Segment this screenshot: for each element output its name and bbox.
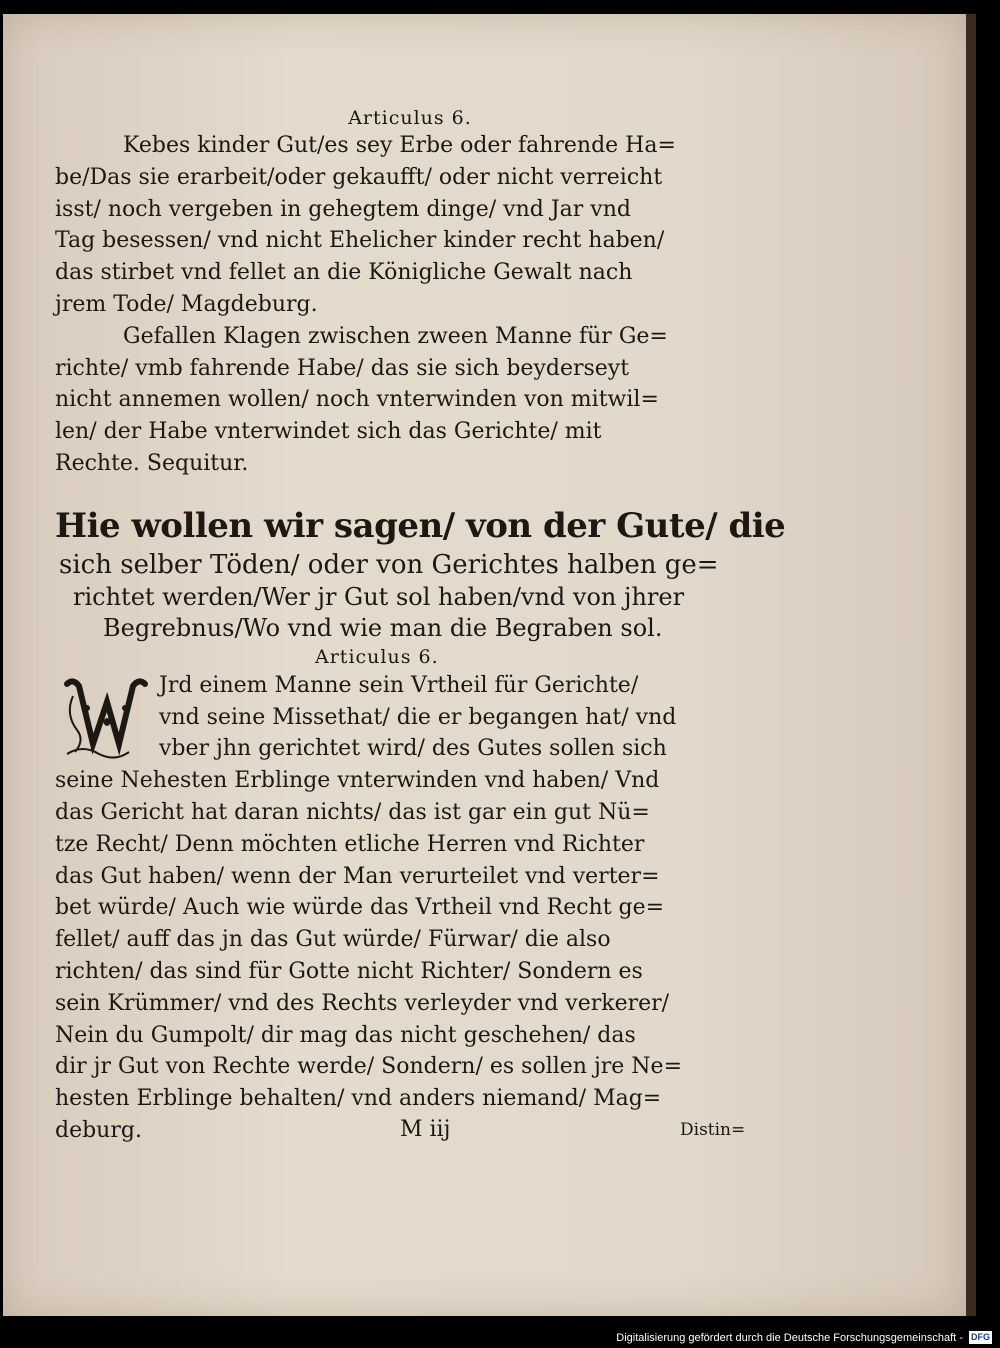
text-line: dir jr Gut von Rechte werde/ Sondern/ es sollen jre Ne=: [55, 1054, 682, 1080]
page-edge: [966, 14, 976, 1316]
text-line: Gefallen Klagen zwischen zween Manne für Ge=: [123, 323, 668, 349]
page-text: [55, 106, 786, 1145]
paragraph-2: [55, 321, 755, 480]
paragraph-3: [55, 670, 755, 1145]
digitization-credit: [616, 1331, 992, 1345]
text-line: be/Das sie erarbeit/oder gekaufft/ oder nicht verreicht: [55, 164, 663, 190]
text-line: das stirbet vnd fellet an die Königliche Gewalt nach: [55, 260, 633, 286]
dfg-logo: DFG: [971, 1332, 990, 1342]
text-line: vber jhn gerichtet wird/ des Gutes sollen sich: [159, 736, 667, 762]
text-line: tze Recht/ Denn möchten etliche Herren vnd Richter: [55, 831, 645, 857]
text-line: das Gericht hat daran nichts/ das ist gar ein gut Nü=: [55, 799, 650, 825]
text-line: Kebes kinder Gut/es sey Erbe oder fahrende Ha=: [123, 133, 676, 158]
text-line: isst/ noch vergeben in gehegtem dinge/ vnd Jar vnd: [55, 196, 631, 222]
paragraph-1: [55, 130, 755, 321]
section-heading: [55, 504, 786, 644]
book-page: [3, 14, 966, 1316]
text-line: sein Krümmer/ vnd des Rechts verleyder vnd verkerer/: [55, 990, 670, 1016]
text-line: vnd seine Missethat/ die er begangen hat/ vnd: [159, 704, 677, 730]
text-line: deburg.: [55, 1117, 142, 1143]
text-line: richte/ vmb fahrende Habe/ das sie sich beyderseyt: [55, 355, 630, 381]
text-line: Jrd einem Manne sein Vrtheil für Gerichte/: [159, 672, 639, 698]
text-line: hesten Erblinge behalten/ vnd anders niemand/ Mag=: [55, 1086, 662, 1112]
signature-mark: M iij: [400, 1116, 451, 1142]
text-line: jrem Tode/ Magdeburg.: [55, 291, 318, 317]
section-heading-line: Hie wollen wir sagen/ von der Gute/ die: [55, 505, 786, 546]
decorated-initial-w-icon: [63, 674, 149, 760]
text-line: Rechte. Sequitur.: [55, 450, 249, 476]
text-line: bet würde/ Auch wie würde das Vrtheil vnd Recht ge=: [55, 895, 665, 921]
text-line: len/ der Habe vnterwindet sich das Gerichte/ mit: [55, 419, 602, 445]
text-line: richten/ das sind für Gotte nicht Richter/ Sondern es: [55, 958, 643, 984]
section-heading-line: sich selber Töden/ oder von Gerichtes halben ge=: [59, 549, 719, 580]
article-heading-1: Articulus 6.: [348, 107, 472, 129]
article-heading-2: Articulus 6.: [315, 645, 439, 668]
text-line: das Gut haben/ wenn der Man verurteilet vnd verter=: [55, 863, 660, 889]
text-line: Nein du Gumpolt/ dir mag das nicht geschehen/ das: [55, 1022, 636, 1048]
section-heading-line: richtet werden/Wer jr Gut sol haben/vnd von jhrer: [73, 582, 685, 611]
text-line: nicht annemen wollen/ noch vnterwinden von mitwil=: [55, 387, 659, 413]
catchword: Distin=: [680, 1119, 746, 1140]
text-line: seine Nehesten Erblinge vnterwinden vnd haben/ Vnd: [55, 768, 660, 794]
text-line: Tag besessen/ vnd nicht Ehelicher kinder recht haben/: [55, 228, 665, 254]
page-foot: [55, 1115, 755, 1145]
section-heading-line: Begrebnus/Wo vnd wie man die Begraben sol.: [103, 613, 663, 642]
credit-text: Digitalisierung gefördert durch die Deutsche Forschungsgemeinschaft -: [616, 1332, 963, 1344]
text-line: fellet/ auff das jn das Gut würde/ Fürwar/ die also: [55, 927, 611, 953]
